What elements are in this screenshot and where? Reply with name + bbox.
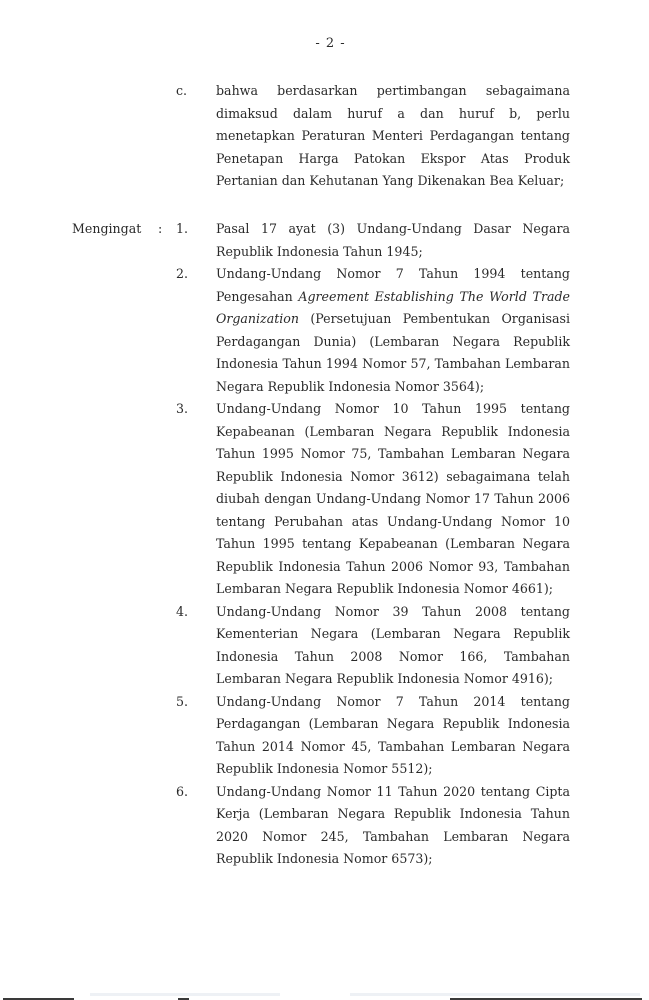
- section-label: Mengingat: [72, 221, 142, 236]
- item-text: Undang-Undang Nomor 7 Tahun 2014 tentang Perdagangan (Lembaran Negara Republik Indonesia Tahun 2014 Nomor 45, Tambahan Lembaran Negara Republik Indonesia Nomor 5512);: [216, 693, 570, 776]
- considering-section: [0, 80, 649, 193]
- item-text: [216, 263, 570, 398]
- item-marker: 5.: [176, 693, 189, 709]
- item-marker: 1.: [176, 221, 189, 236]
- item-text-part: (Persetujuan Pembentukan Organisasi Perdagangan Dunia) (Lembaran Negara Republik Indonesia Tahun 1994 Nomor 57, Tambahan Lembaran Negara Republik Indonesia Nomor 3564);: [216, 311, 570, 394]
- list-item: [0, 691, 649, 781]
- item-text: Undang-Undang Nomor 10 Tahun 1995 tentang Kepabeanan (Lembaran Negara Republik Indonesia Tahun 1995 Nomor 75, Tambahan Lembaran Negara Republik Indonesia Nomor 3612) sebagaimana telah diubah dengan Undang-Undang Nomor 17 Tahun 2006 tentang Perubahan atas Undang-Undang Nomor 10 Tahun 1995 tentang Kepabeanan (Lembaran Negara Republik Indonesia Tahun 2006 Nomor 93, Tambahan Lembaran Negara Republik Indonesia Nomor 4661);: [216, 401, 570, 596]
- item-marker: 6.: [176, 783, 189, 799]
- item-marker: 4.: [176, 603, 189, 619]
- section-colon: :: [158, 221, 163, 236]
- item-marker: c.: [176, 83, 188, 98]
- list-item: [0, 781, 649, 871]
- item-text: Undang-Undang Nomor 39 Tahun 2008 tentang Kementerian Negara (Lembaran Negara Republik Indonesia Tahun 2008 Nomor 166, Tambahan Lembaran Negara Republik Indonesia Nomor 4916);: [216, 603, 570, 686]
- item-text-italic: Agreement Establishing The World Trade Organization: [216, 288, 570, 326]
- list-item: [0, 601, 649, 691]
- mengingat-section: [0, 218, 649, 871]
- item-marker: 3.: [176, 401, 189, 416]
- scan-artifact: [90, 993, 280, 996]
- item-text: bahwa berdasarkan pertimbangan sebagaimana dimaksud dalam huruf a dan huruf b, perlu menetapkan Peraturan Menteri Perdagangan tentang Penetapan Harga Patokan Ekspor Atas Produk Pertanian dan Kehutanan Yang Dikenakan Bea Keluar;: [216, 83, 570, 188]
- item-text-part: Undang-Undang Nomor 7 Tahun 1994 tentang Pengesahan: [216, 266, 570, 304]
- list-item: [0, 398, 649, 601]
- page-number: - 2 -: [315, 36, 346, 51]
- list-item: [0, 218, 649, 263]
- list-item: [0, 263, 649, 398]
- item-text: Undang-Undang Nomor 11 Tahun 2020 tentang Cipta Kerja (Lembaran Negara Republik Indonesia Tahun 2020 Nomor 245, Tambahan Lembaran Negara Republik Indonesia Nomor 6573);: [216, 783, 570, 866]
- scan-artifact: [350, 993, 640, 996]
- list-item: [0, 80, 649, 193]
- item-text: Pasal 17 ayat (3) Undang-Undang Dasar Negara Republik Indonesia Tahun 1945;: [216, 221, 570, 259]
- item-marker: 2.: [176, 266, 189, 281]
